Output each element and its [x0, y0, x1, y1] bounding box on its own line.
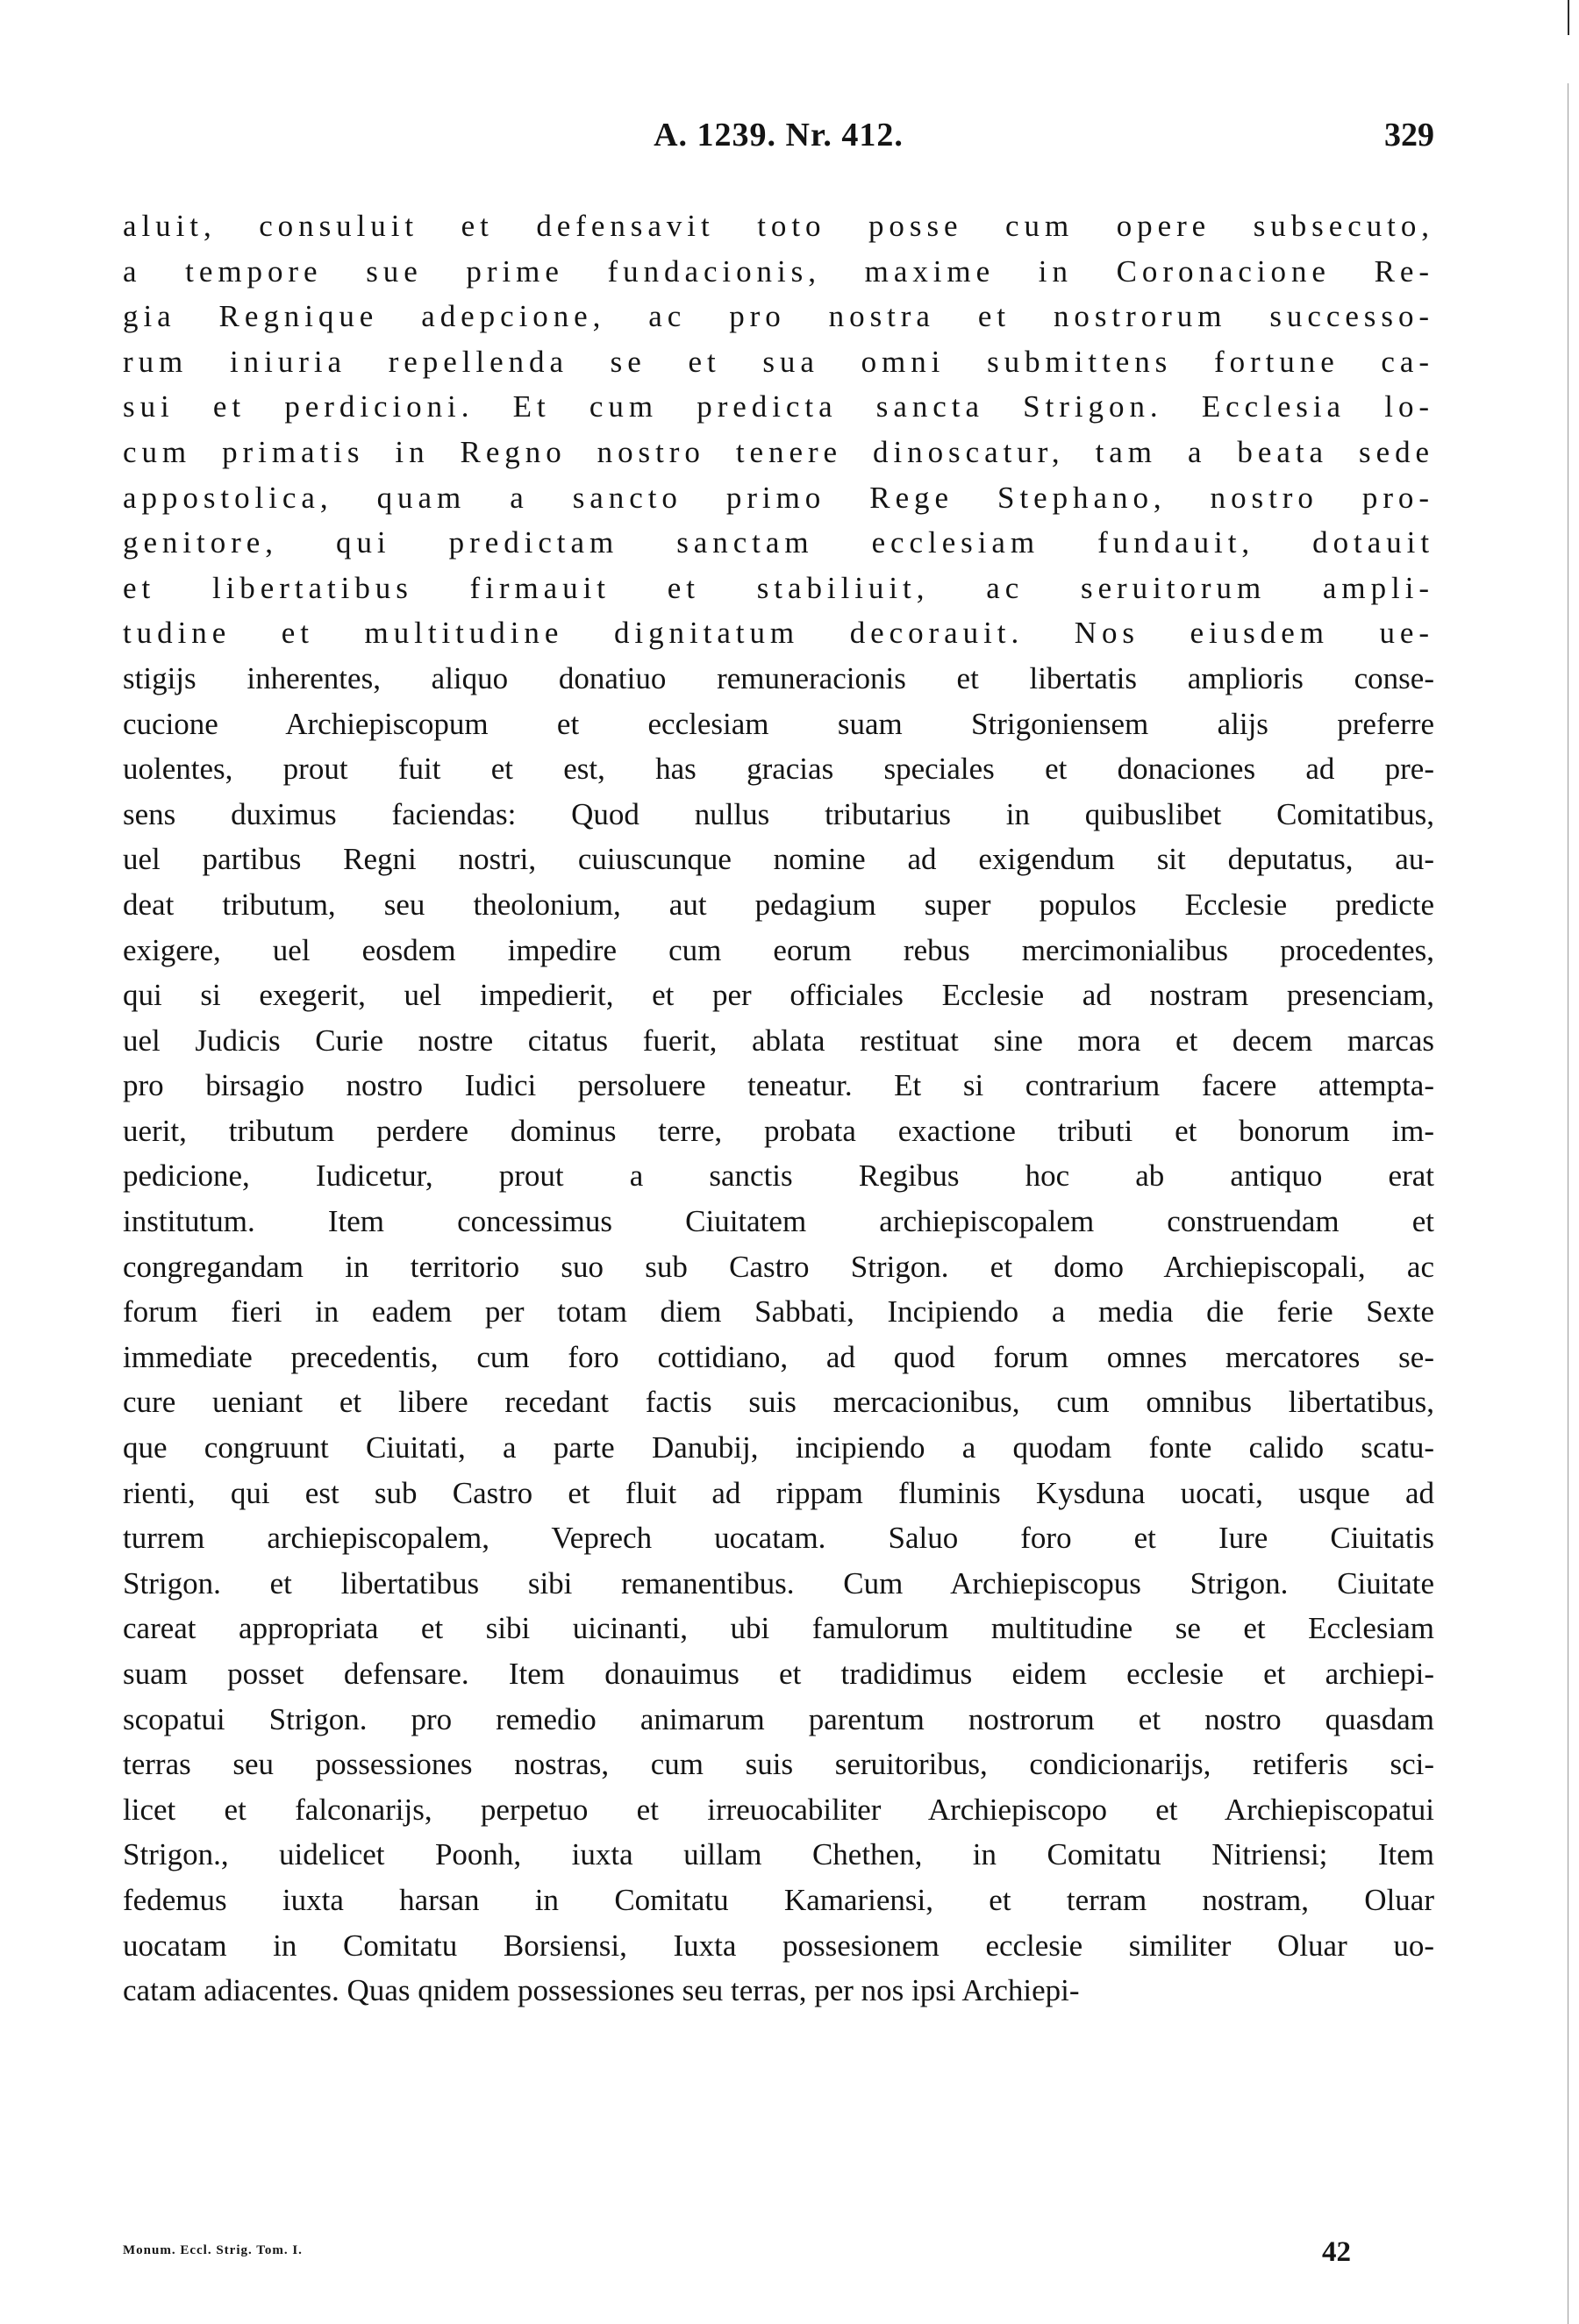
page-number: 329: [1384, 117, 1434, 153]
text-line: terras seu possessiones nostras, cum suis seruitoribus, condicionarijs, retiferis sci-: [123, 1747, 1434, 1782]
text-line: rienti, qui est sub Castro et fluit ad rippam fluminis Kysduna uocati, usque ad: [123, 1475, 1434, 1510]
text-line: a tempore sue prime fundacionis, maxime in Coronacione Re-: [123, 253, 1434, 289]
text-line: cum primatis in Regno nostro tenere dinoscatur, tam a beata sede: [123, 434, 1434, 469]
page-footer: [123, 2236, 1434, 2271]
text-line: licet et falconarijs, perpetuo et irreuocabiliter Archiepiscopo et Archiepiscopatui: [123, 1792, 1434, 1827]
text-line: institutum. Item concessimus Ciuitatem archiepiscopalem construendam et: [123, 1204, 1434, 1239]
text-line: uerit, tributum perdere dominus terre, probata exactione tributi et bonorum im-: [123, 1113, 1434, 1148]
text-line: pro birsagio nostro Iudici persoluere teneatur. Et si contrarium facere attempta-: [123, 1068, 1434, 1103]
text-line: cucione Archiepiscopum et ecclesiam suam Strigoniensem alijs preferre: [123, 706, 1434, 741]
page-edge-line: [1568, 0, 1569, 35]
text-line: scopatui Strigon. pro remedio animarum parentum nostrorum et nostro quasdam: [123, 1701, 1434, 1736]
text-line: pedicione, Iudicetur, prout a sanctis Regibus hoc ab antiquo erat: [123, 1158, 1434, 1194]
text-line: Strigon., uidelicet Poonh, iuxta uillam Chethen, in Comitatu Nitriensi; Item: [123, 1837, 1434, 1872]
text-line: gia Regnique adepcione, ac pro nostra et nostrorum successo-: [123, 299, 1434, 334]
text-line: careat appropriata et sibi uicinanti, ubi famulorum multitudine se et Ecclesiam: [123, 1611, 1434, 1646]
text-line: et libertatibus firmauit et stabiliuit, ac seruitorum ampli-: [123, 570, 1434, 605]
text-line: uolentes, prout fuit et est, has gracias speciales et donaciones ad pre-: [123, 752, 1434, 787]
text-line: forum fieri in eadem per totam diem Sabbati, Incipiendo a media die ferie Sexte: [123, 1294, 1434, 1330]
text-line: qui si exegerit, uel impedierit, et per officiales Ecclesie ad nostram presenciam,: [123, 978, 1434, 1013]
text-line: sui et perdicioni. Et cum predicta sancta Strigon. Ecclesia lo-: [123, 389, 1434, 424]
text-line: cure ueniant et libere recedant factis suis mercacionibus, cum omnibus libertatibus,: [123, 1385, 1434, 1420]
signature-mark: 42: [1322, 2236, 1351, 2268]
text-line: appostolica, quam a sancto primo Rege Stephano, nostro pro-: [123, 480, 1434, 515]
footer-abbreviation: Monum. Eccl. Strig. Tom. I.: [123, 2243, 303, 2257]
text-line: stigijs inherentes, aliquo donatiuo remuneracionis et libertatis amplioris conse-: [123, 660, 1434, 695]
text-line: tudine et multitudine dignitatum decorauit. Nos eiusdem ue-: [123, 616, 1434, 651]
text-line: sens duximus faciendas: Quod nullus tributarius in quibuslibet Comitatibus,: [123, 796, 1434, 831]
text-line: uel Judicis Curie nostre citatus fuerit, ablata restituat sine mora et decem marcas: [123, 1023, 1434, 1058]
text-line: turrem archiepiscopalem, Veprech uocatam. Saluo foro et Iure Ciuitatis: [123, 1521, 1434, 1556]
text-line: suam posset defensare. Item donauimus et tradidimus eidem ecclesie et archiepi-: [123, 1657, 1434, 1691]
text-line: rum iniuria repellenda se et sua omni submittens fortune ca-: [123, 344, 1434, 379]
charter-text: [123, 203, 1434, 2014]
text-line: aluit, consuluit et defensavit toto posse cum opere subsecuto,: [123, 209, 1434, 243]
text-line: que congruunt Ciuitati, a parte Danubij, incipiendo a quodam fonte calido scatu-: [123, 1430, 1434, 1465]
text-line: fedemus iuxta harsan in Comitatu Kamariensi, et terram nostram, Oluar: [123, 1882, 1434, 1917]
text-line: immediate precedentis, cum foro cottidiano, ad quod forum omnes mercatores se-: [123, 1339, 1434, 1374]
text-line: uel partibus Regni nostri, cuiuscunque nomine ad exigendum sit deputatus, au-: [123, 842, 1434, 877]
text-line: deat tributum, seu theolonium, aut pedagium super populos Ecclesie predicte: [123, 887, 1434, 922]
text-line: congregandam in territorio suo sub Castro Strigon. et domo Archiepiscopali, ac: [123, 1249, 1434, 1284]
text-line: uocatam in Comitatu Borsiensi, Iuxta possesionem ecclesie similiter Oluar uo-: [123, 1928, 1434, 1963]
text-line: genitore, qui predictam sanctam ecclesiam fundauit, dotauit: [123, 525, 1434, 560]
running-title: A. 1239. Nr. 412.: [654, 117, 904, 153]
text-line: Strigon. et libertatibus sibi remanentibus. Cum Archiepiscopus Strigon. Ciuitate: [123, 1565, 1434, 1600]
text-line: exigere, uel eosdem impedire cum eorum rebus mercimonialibus procedentes,: [123, 932, 1434, 967]
text-line: catam adiacentes. Quas qnidem possessiones seu terras, per nos ipsi Archiepi-: [123, 1973, 1080, 2008]
running-head: [123, 116, 1434, 168]
